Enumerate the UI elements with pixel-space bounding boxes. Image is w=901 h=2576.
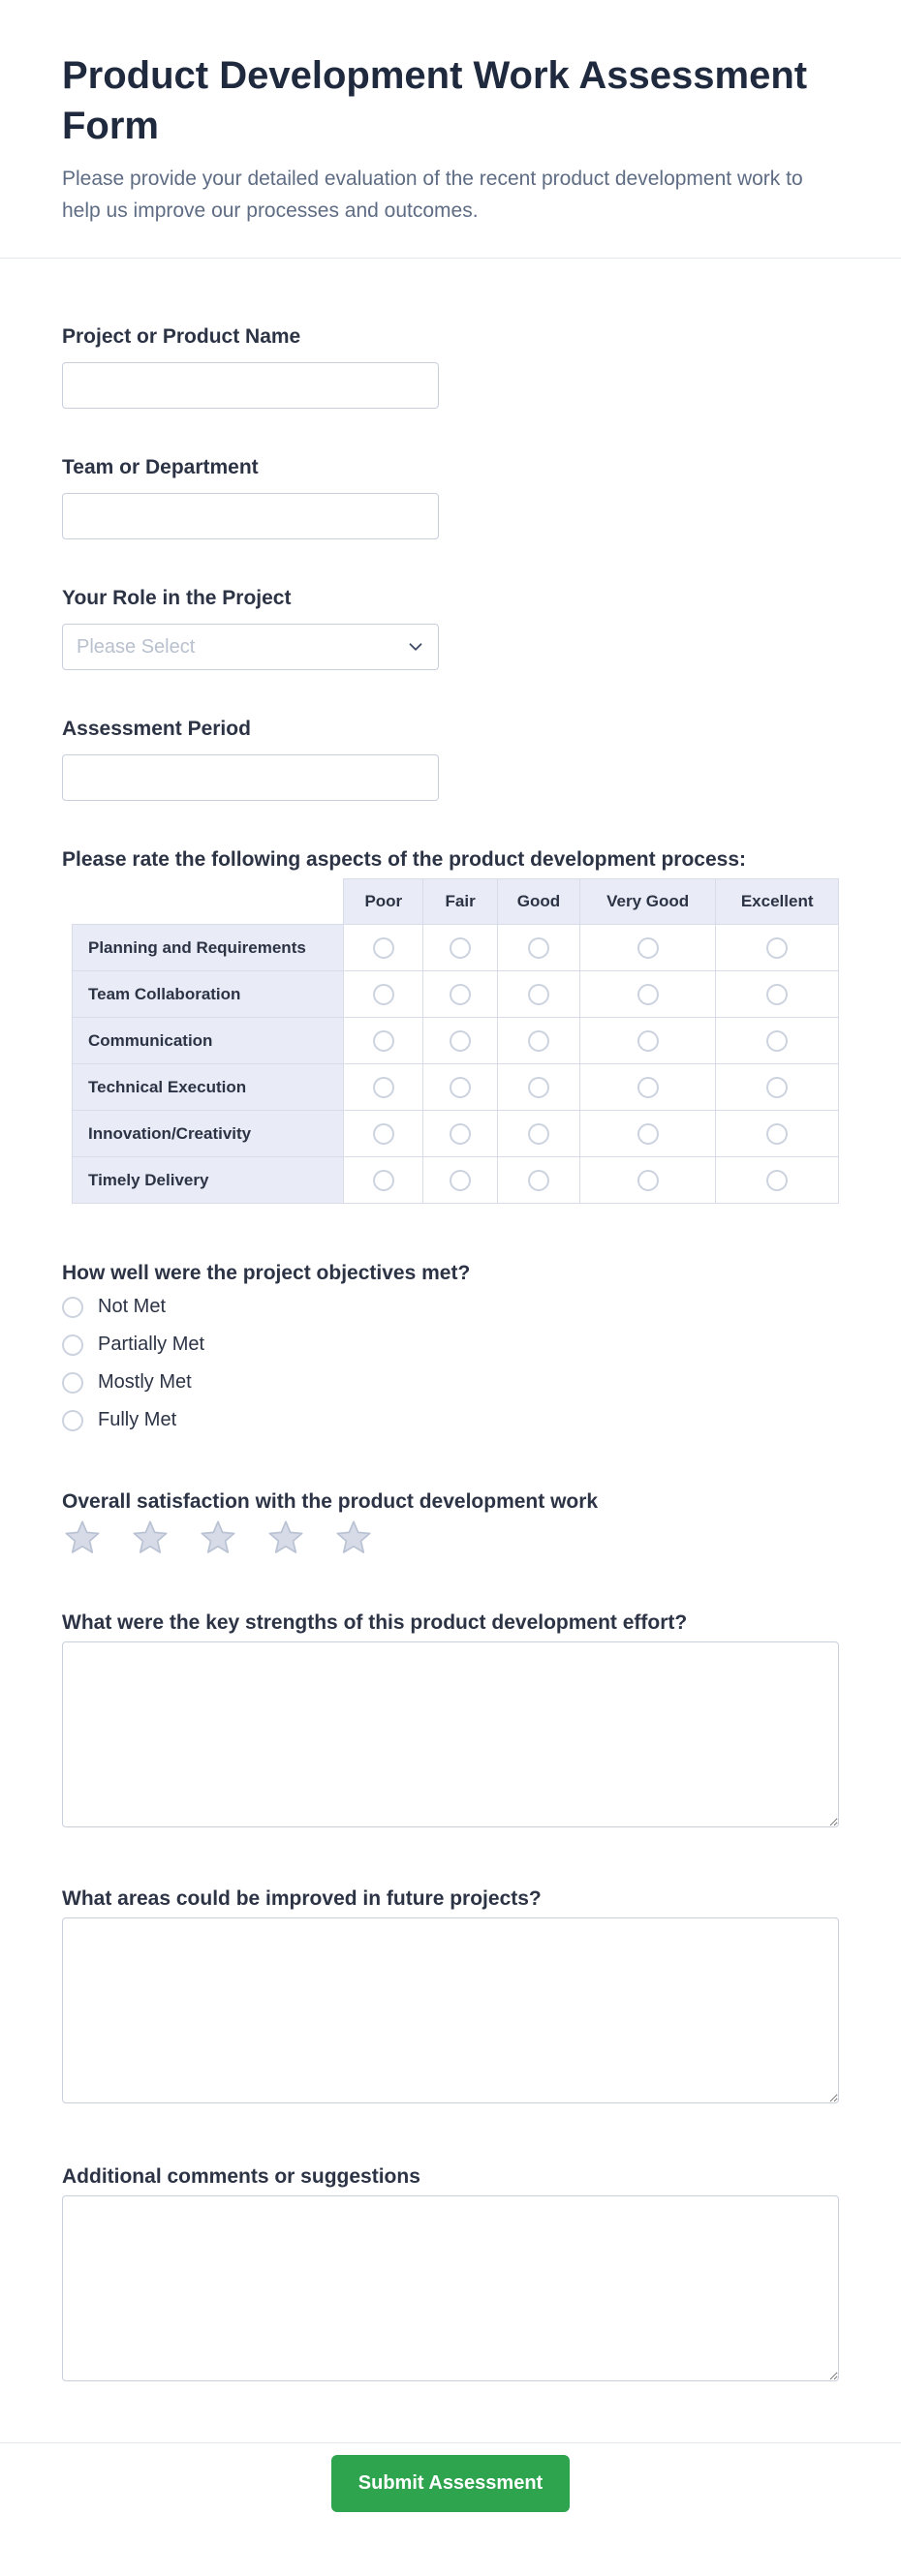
- matrix-col-very-good: Very Good: [579, 879, 715, 925]
- radio-innovation-fair[interactable]: [450, 1123, 471, 1145]
- matrix-row-communication: [73, 1018, 839, 1064]
- radio-delivery-very-good[interactable]: [637, 1170, 659, 1191]
- radio-planning-good[interactable]: [528, 937, 549, 959]
- team-input[interactable]: [62, 493, 439, 539]
- objectives-section: [62, 1261, 839, 1433]
- team-label: Team or Department: [62, 456, 259, 478]
- objective-option-mostly-met: [62, 1369, 839, 1395]
- radio-communication-very-good[interactable]: [637, 1030, 659, 1052]
- option-label: Not Met: [98, 1296, 167, 1317]
- objective-option-not-met: [62, 1294, 839, 1320]
- field-role: [62, 586, 839, 670]
- star-icon: [130, 1518, 171, 1557]
- matrix-col-fair: Fair: [423, 879, 498, 925]
- satisfaction-label: Overall satisfaction with the product development work: [62, 1490, 599, 1513]
- rating-matrix-section: [62, 847, 839, 1204]
- matrix-row-label: Team Collaboration: [73, 971, 344, 1018]
- form-body: [0, 324, 901, 2381]
- submit-button[interactable]: Submit Assessment: [331, 2455, 570, 2512]
- radio-planning-fair[interactable]: [450, 937, 471, 959]
- strengths-label: What were the key strengths of this product development effort?: [62, 1611, 688, 1634]
- field-team: [62, 455, 839, 539]
- role-select-placeholder: Please Select: [77, 635, 196, 658]
- comments-label: Additional comments or suggestions: [62, 2165, 420, 2188]
- matrix-col-excellent: Excellent: [716, 879, 839, 925]
- chevron-down-icon: [405, 636, 426, 658]
- radio-delivery-excellent[interactable]: [766, 1170, 788, 1191]
- radio-collaboration-good[interactable]: [528, 984, 549, 1005]
- project-name-input[interactable]: [62, 362, 439, 409]
- matrix-header-spacer: [73, 879, 344, 925]
- role-select[interactable]: [62, 624, 439, 670]
- star-3[interactable]: [198, 1518, 238, 1557]
- assessment-period-input[interactable]: [62, 754, 439, 801]
- matrix-row-label: Communication: [73, 1018, 344, 1064]
- matrix-row-planning: [73, 925, 839, 971]
- rating-matrix-label: Please rate the following aspects of the product development process:: [62, 848, 746, 871]
- matrix-header: [73, 879, 839, 925]
- field-assessment-period: [62, 717, 839, 801]
- field-improvements: [62, 1886, 839, 2103]
- matrix-row-innovation: [73, 1111, 839, 1157]
- role-label: Your Role in the Project: [62, 587, 292, 609]
- radio-technical-poor[interactable]: [373, 1077, 394, 1098]
- star-2[interactable]: [130, 1518, 171, 1557]
- satisfaction-section: [62, 1489, 839, 1557]
- comments-textarea[interactable]: [62, 2195, 839, 2381]
- field-strengths: [62, 1610, 839, 1827]
- star-icon: [333, 1518, 374, 1557]
- radio-collaboration-excellent[interactable]: [766, 984, 788, 1005]
- option-label: Partially Met: [98, 1334, 205, 1355]
- field-project-name: [62, 324, 839, 409]
- radio-technical-very-good[interactable]: [637, 1077, 659, 1098]
- radio-technical-excellent[interactable]: [766, 1077, 788, 1098]
- submit-row: [0, 2443, 901, 2572]
- radio-collaboration-very-good[interactable]: [637, 984, 659, 1005]
- star-5[interactable]: [333, 1518, 374, 1557]
- project-name-label: Project or Product Name: [62, 325, 301, 348]
- matrix-row-label: Planning and Requirements: [73, 925, 344, 971]
- matrix-col-poor: Poor: [344, 879, 423, 925]
- radio-technical-fair[interactable]: [450, 1077, 471, 1098]
- radio-planning-excellent[interactable]: [766, 937, 788, 959]
- improvements-textarea[interactable]: [62, 1917, 839, 2103]
- improvements-label: What areas could be improved in future projects?: [62, 1887, 542, 1910]
- page-title: Product Development Work Assessment Form: [62, 54, 808, 147]
- radio-delivery-good[interactable]: [528, 1170, 549, 1191]
- header-divider: [0, 258, 901, 259]
- radio-fully-met[interactable]: [62, 1410, 83, 1431]
- radio-innovation-very-good[interactable]: [637, 1123, 659, 1145]
- radio-communication-good[interactable]: [528, 1030, 549, 1052]
- radio-collaboration-fair[interactable]: [450, 984, 471, 1005]
- star-4[interactable]: [265, 1518, 306, 1557]
- star-1[interactable]: [62, 1518, 103, 1557]
- matrix-col-good: Good: [498, 879, 580, 925]
- rating-matrix-table: [72, 878, 839, 1204]
- matrix-row-technical: [73, 1064, 839, 1111]
- radio-planning-very-good[interactable]: [637, 937, 659, 959]
- star-icon: [265, 1518, 306, 1557]
- objectives-label: How well were the project objectives met?: [62, 1262, 471, 1284]
- radio-innovation-excellent[interactable]: [766, 1123, 788, 1145]
- radio-technical-good[interactable]: [528, 1077, 549, 1098]
- objective-option-partially-met: [62, 1332, 839, 1358]
- radio-mostly-met[interactable]: [62, 1372, 83, 1394]
- radio-collaboration-poor[interactable]: [373, 984, 394, 1005]
- matrix-row-delivery: [73, 1157, 839, 1204]
- radio-delivery-fair[interactable]: [450, 1170, 471, 1191]
- radio-innovation-poor[interactable]: [373, 1123, 394, 1145]
- star-icon: [62, 1518, 103, 1557]
- page-subtitle: Please provide your detailed evaluation of the recent product development work to help us improve our processes and outcomes.: [62, 168, 803, 222]
- radio-communication-excellent[interactable]: [766, 1030, 788, 1052]
- radio-communication-poor[interactable]: [373, 1030, 394, 1052]
- strengths-textarea[interactable]: [62, 1641, 839, 1827]
- form-header: [0, 0, 901, 258]
- radio-communication-fair[interactable]: [450, 1030, 471, 1052]
- option-label: Mostly Met: [98, 1371, 192, 1393]
- objective-option-fully-met: [62, 1407, 839, 1433]
- star-icon: [198, 1518, 238, 1557]
- assessment-period-label: Assessment Period: [62, 718, 251, 740]
- radio-not-met[interactable]: [62, 1297, 83, 1318]
- matrix-row-label: Technical Execution: [73, 1064, 344, 1111]
- radio-innovation-good[interactable]: [528, 1123, 549, 1145]
- option-label: Fully Met: [98, 1409, 177, 1430]
- field-comments: [62, 2164, 839, 2381]
- radio-delivery-poor[interactable]: [373, 1170, 394, 1191]
- matrix-row-label: Innovation/Creativity: [73, 1111, 344, 1157]
- radio-planning-poor[interactable]: [373, 937, 394, 959]
- star-rating: [62, 1518, 839, 1557]
- radio-partially-met[interactable]: [62, 1334, 83, 1356]
- matrix-row-label: Timely Delivery: [73, 1157, 344, 1204]
- matrix-row-collaboration: [73, 971, 839, 1018]
